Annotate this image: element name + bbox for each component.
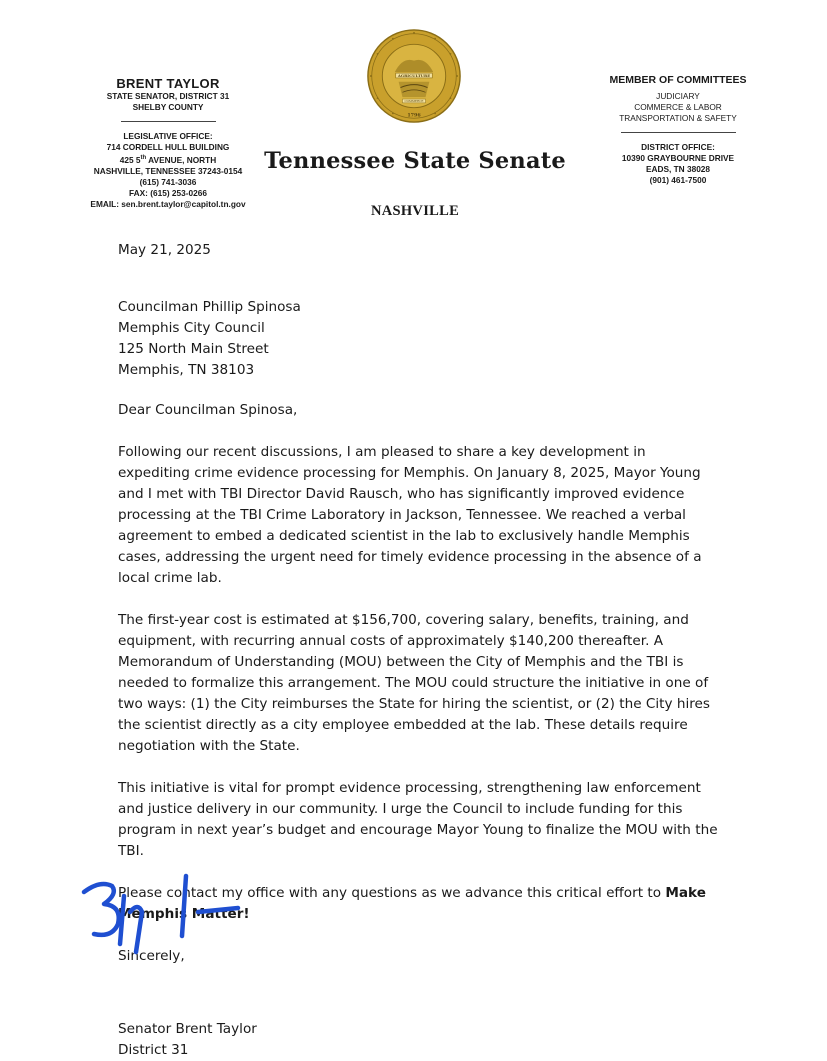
left-divider	[121, 121, 216, 122]
recipient-line: Councilman Phillip Spinosa	[118, 299, 301, 315]
street-number: 425 5	[119, 154, 141, 165]
office-city: NASHVILLE, TENNESSEE 37243-0154	[93, 165, 243, 176]
street-ordinal: th	[140, 155, 147, 161]
letterhead-right-block	[580, 74, 776, 186]
office-fax: FAX: (615) 253-0266	[129, 187, 207, 198]
handwritten-signature	[78, 872, 258, 972]
office-street	[58, 153, 278, 166]
letter-date: May 21, 2025	[118, 242, 211, 258]
street-rest: AVENUE, NORTH	[146, 154, 217, 165]
office-phone: (615) 741-3036	[139, 176, 197, 187]
district-phone: (901) 461-7500	[649, 175, 707, 185]
body-paragraph: Following our recent discussions, I am pleased to share a key development in expediting crime evidence processing for Memphis. On January 8, 2025, Mayor Young and I met with TBI Director David Rausch, who has significantly improved evidence processing at the TBI Crime Laboratory in Jackson, Tennessee. We reached a verbal agreement to embed a dedicated scientist in the lab to exclusively handle Memphis cases, addressing the urgent need for timely evidence processing in the absence of a local crime lab.	[118, 444, 702, 586]
senator-name: BRENT TAYLOR	[116, 76, 220, 91]
office-building: 714 CORDELL HULL BUILDING	[106, 142, 230, 152]
senate-name: Tennessee State Senate	[264, 148, 566, 174]
recipient-line: Memphis City Council	[118, 320, 265, 336]
seal-word-agriculture: AGRICULTURE	[397, 72, 431, 78]
salutation: Dear Councilman Spinosa,	[118, 402, 298, 418]
committees-heading: MEMBER OF COMMITTEES	[609, 74, 747, 86]
office-email: EMAIL: sen.brent.taylor@capitol.tn.gov	[90, 198, 246, 209]
recipient-line: Memphis, TN 38103	[118, 362, 255, 378]
body-paragraph: This initiative is vital for prompt evidence processing, strengthening law enforcement and justice delivery in our community. I urge the Council to include funding for this program in next year’s budget and encourage Mayor Young to finalize the MOU with the TBI.	[118, 780, 718, 859]
recipient-line: 125 North Main Street	[118, 341, 269, 357]
right-divider	[621, 132, 736, 133]
seal-year: 1796	[407, 113, 421, 119]
district-office-label: DISTRICT OFFICE:	[641, 142, 715, 152]
signer-district: District 31	[118, 1042, 189, 1058]
district-street: 10390 GRAYBOURNE DRIVE	[621, 153, 735, 163]
legislative-office-label: LEGISLATIVE OFFICE:	[123, 131, 213, 141]
committee-commerce: COMMERCE & LABOR	[634, 102, 722, 112]
closing-text: Please contact my office with any questions as we advance this critical effort to	[118, 885, 666, 901]
district-city: EADS, TN 38028	[645, 164, 711, 174]
seal-word-commerce: COMMERCE	[404, 99, 424, 104]
letterhead-left-block	[58, 76, 278, 210]
committee-transportation: TRANSPORTATION & SAFETY	[619, 113, 737, 123]
recipient-address	[118, 297, 718, 381]
signer-name: Senator Brent Taylor	[118, 1021, 257, 1037]
valediction: Sincerely,	[118, 948, 185, 964]
committee-judiciary: JUDICIARY	[656, 91, 700, 101]
closing-emphasis: Make Memphis Matter!	[118, 885, 706, 922]
senator-county: SHELBY COUNTY	[132, 102, 204, 112]
body-paragraph: The first-year cost is estimated at $156,700, covering salary, benefits, training, and equipment, with recurring annual costs of approximately $140,200 thereafter. A Memorandum of Understanding (MOU) between the City of Memphis and the TBI is needed to formalize this arrangement. The MOU could structure the initiative in one of two ways: (1) the City reimburses the State for hiring the scientist, or (2) the City hires the scientist directly as a city employee embedded at the lab. These details require negotiation with the State.	[118, 612, 710, 754]
capital-city: NASHVILLE	[370, 203, 460, 219]
tennessee-seal	[366, 28, 462, 124]
senator-title: STATE SENATOR, DISTRICT 31	[106, 91, 230, 101]
